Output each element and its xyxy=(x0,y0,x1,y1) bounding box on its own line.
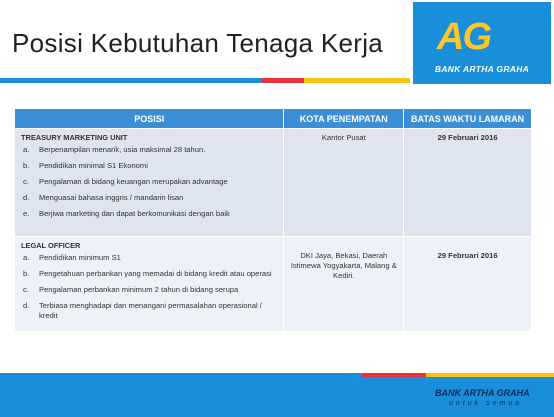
list-item: b. Pendidikan minimal S1 Ekonomi xyxy=(23,161,148,170)
list-item: a. Berpenampilan menarik, usia maksimal 28 tahun. xyxy=(23,145,206,154)
requirements-list xyxy=(21,145,277,219)
position-cell xyxy=(15,237,284,332)
position-title: TREASURY MARKETING UNIT xyxy=(21,133,128,142)
table-header-row xyxy=(15,109,532,129)
footer-tagline: untuk semua xyxy=(449,400,523,407)
logo-text: BANK ARTHA GRAHA xyxy=(434,64,530,74)
logo-mark: AG xyxy=(437,16,490,58)
accent-bar-blue xyxy=(0,78,262,83)
header-deadline: BATAS WAKTU LAMARAN xyxy=(404,109,532,129)
list-item: e. Berjiwa marketing dan dapat berkomunikasi dengan baik xyxy=(23,209,230,218)
header-location: KOTA PENEMPATAN xyxy=(284,109,404,129)
location-cell: DKI Jaya, Bekasi, Daerah Istimewa Yogyakarta, Malang & Kediri. xyxy=(284,237,404,332)
position-title: LEGAL OFFICER xyxy=(21,241,81,250)
accent-bar-yellow xyxy=(304,78,410,83)
list-item: c. Pengalaman di bidang keuangan merupakan advantage xyxy=(23,177,228,186)
requirements-list xyxy=(21,253,277,321)
footer-accent-red xyxy=(362,373,426,377)
list-item: d. Terbiasa menghadapi dan menangani permasalahan operasional / kredit xyxy=(23,301,262,320)
table-row xyxy=(15,129,532,237)
position-cell xyxy=(15,129,284,237)
slide-title: Posisi Kebutuhan Tenaga Kerja xyxy=(12,28,384,58)
list-item: a. Pendidikan minimum S1 xyxy=(23,253,121,262)
list-item: d. Menguasai bahasa inggris / mandarin lisan xyxy=(23,193,184,202)
list-item: c. Pengalaman perbankan minimum 2 tahun di bidang serupa xyxy=(23,285,239,294)
footer-accent-bar xyxy=(362,373,554,377)
deadline-cell: 29 Februari 2016 xyxy=(404,237,532,332)
footer-brand: BANK ARTHA GRAHA xyxy=(435,388,530,398)
bank-logo xyxy=(413,2,551,84)
deadline-cell: 29 Februari 2016 xyxy=(404,129,532,237)
accent-bar xyxy=(0,78,410,83)
list-item: b. Pengetahuan perbankan yang memadai di bidang kredit atau operasi xyxy=(23,269,272,278)
header-position: POSISI xyxy=(15,109,284,129)
location-cell: Kantor Pusat xyxy=(284,129,404,237)
accent-bar-red xyxy=(262,78,304,83)
job-table xyxy=(14,108,532,332)
footer-accent-yellow xyxy=(426,373,554,377)
table-row xyxy=(15,237,532,332)
